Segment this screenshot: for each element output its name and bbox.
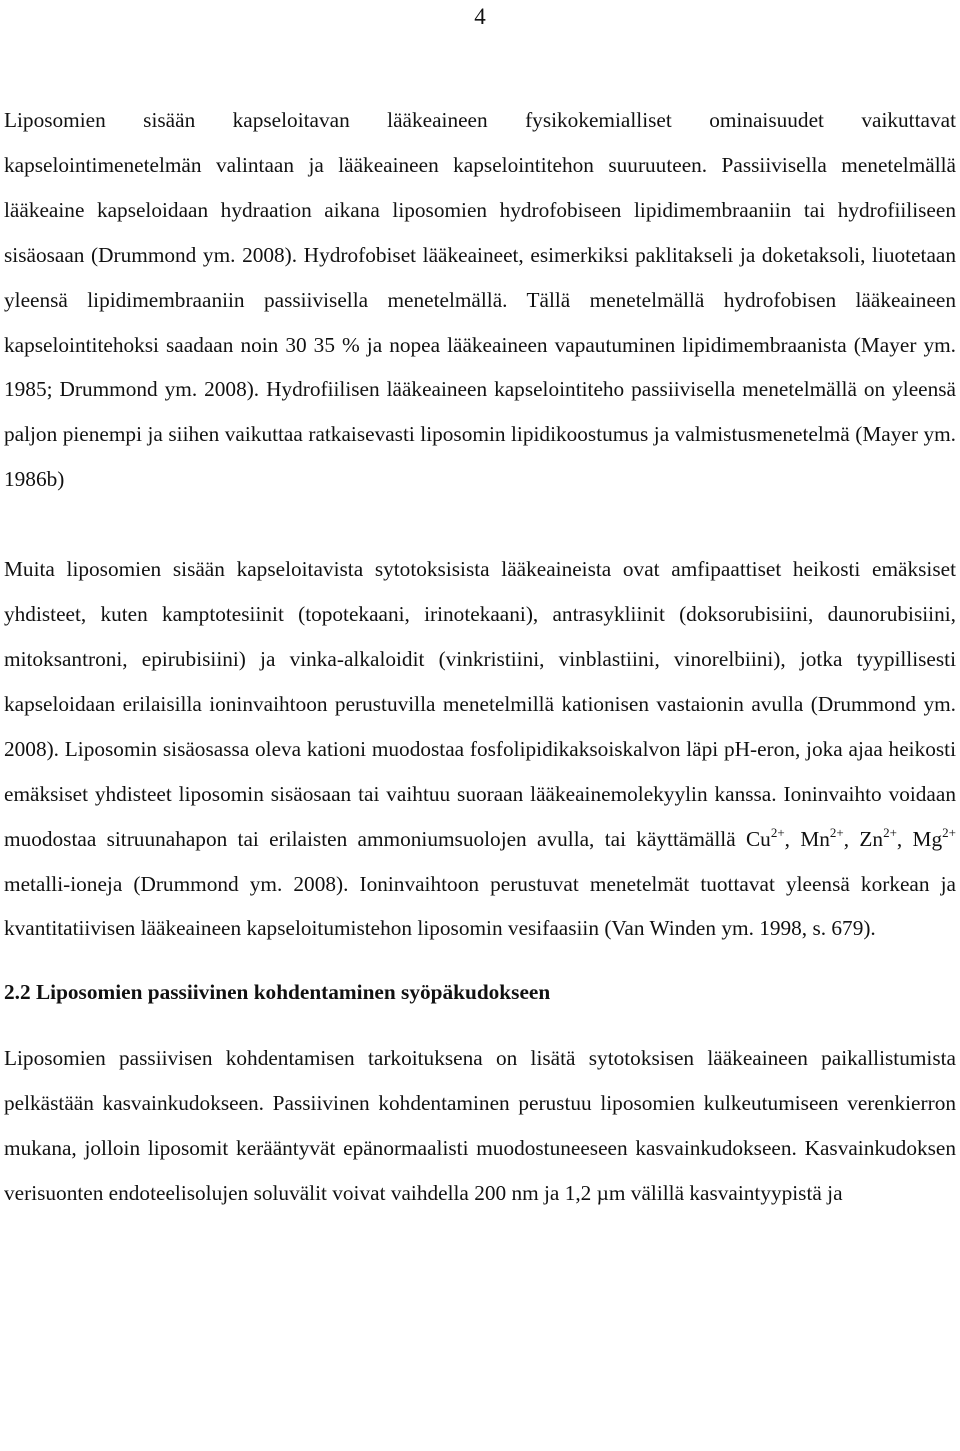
paragraph-ion-exchange: [4, 547, 956, 951]
ion-charge: 2+: [770, 824, 785, 840]
ion-separator: ,: [843, 826, 860, 851]
ion-separator: ,: [784, 826, 801, 851]
paragraph-encapsulation-methods: Liposomien sisään kapseloitavan lääkeaineen fysikokemialliset ominaisuudet vaikuttavat kapselointimenetelmän valintaan ja lääkeaineen kapselointitehon suuruuteen. Passiivisella menetelmällä lääkeaine kapseloidaan hydraation aikana liposomien hydrofobiseen lipidimembraaniin tai hydrofiiliseen sisäosaan (Drummond ym. 2008). Hydrofobiset lääkeaineet, esimerkiksi paklitakseli ja doketaksoli, liuotetaan yleensä lipidimembraaniin passiivisella menetelmällä. Tällä menetelmällä hydrofobisen lääkeaineen kapselointitehoksi saadaan noin 30 35 % ja nopea lääkeaineen vapautuminen lipidimembraanista (Mayer ym. 1985; Drummond ym. 2008). Hydrofiilisen lääkeaineen kapselointiteho passiivisella menetelmällä on yleensä paljon pienempi ja siihen vaikuttaa ratkaisevasti liposomin lipidikoostumus ja valmistusmenetelmä (Mayer ym. 1986b): [4, 108, 956, 492]
paragraph-ion-exchange-text: Muita liposomien sisään kapseloitavista sytotoksisista lääkeaineista ovat amfipaattiset heikosti emäksiset yhdisteet, kuten kamptotesiinit (topotekaani, irinotekaani), antrasykliinit (doksorubisiini, daunorubisiini, mitoksantroni, epirubisiini) ja vinka-alkaloidit (vinkristiini, vinblastiini, vinorelbiini), jotka tyypillisesti kapseloidaan erilaisilla ioninvaihtoon perustuvilla menetelmillä kationisen vastaionin avulla (Drummond ym. 2008). Liposomin sisäosassa oleva kationi muodostaa fosfolipidikaksoiskalvon läpi pH-eron, joka ajaa heikosti emäksiset yhdisteet liposomin sisäosaan tai vaihtuu suoraan lääkeainemolekyylin kanssa. Ioninvaihto voidaan muodostaa sitruunahapon tai erilaisten ammoniumsuolojen avulla, tai käyttämällä: [4, 557, 956, 851]
page-number: 4: [474, 4, 486, 29]
document-body: [4, 98, 956, 1216]
ion-copper: Cu: [745, 826, 771, 851]
ion-charge: 2+: [829, 824, 844, 840]
section-heading: 2.2 Liposomien passiivinen kohdentaminen syöpäkudokseen: [4, 980, 551, 1005]
ion-charge: 2+: [942, 824, 956, 840]
paragraph-ion-exchange-text-end: metalli-ioneja (Drummond ym. 2008). Ioninvaihtoon perustuvat menetelmät tuottavat yleensä korkean ja kvantitatiivisen lääkeaineen kapseloitumistehon liposomin vesifaasiin (Van Winden ym. 1998, s. 679).: [4, 871, 956, 941]
ion-manganese: Mn: [800, 826, 830, 851]
ion-magnesium: Mg: [912, 826, 943, 851]
paragraph-passive-targeting: Liposomien passiivisen kohdentamisen tarkoituksena on lisätä sytotoksisen lääkeaineen paikallistumista pelkästään kasvainkudokseen. Passiivinen kohdentaminen perustuu liposomien kulkeutumiseen verenkierron mukana, jolloin liposomit kerääntyvät epänormaalisti muodostuneeseen kasvainkudokseen. Kasvainkudoksen verisuonten endoteelisolujen soluvälit voivat vaihdella 200 nm ja 1,2 µm välillä kasvaintyypistä ja: [4, 1046, 956, 1206]
ion-charge: 2+: [883, 824, 897, 840]
ion-separator: ,: [896, 826, 913, 851]
ion-zinc: Zn: [859, 826, 884, 851]
